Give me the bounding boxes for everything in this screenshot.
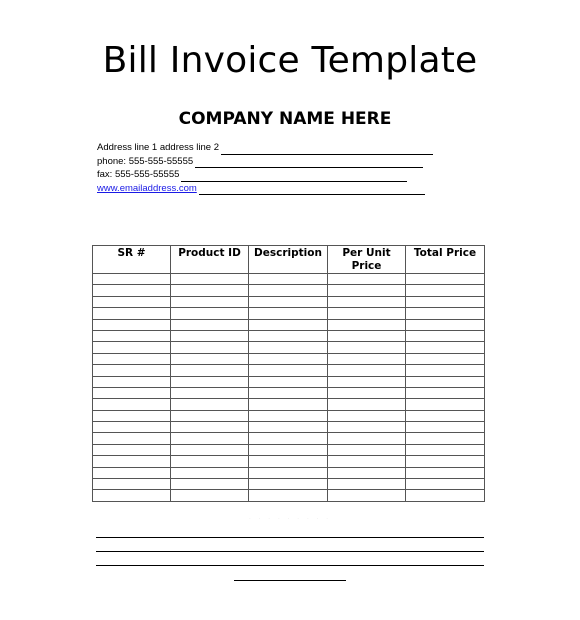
- table-row: [93, 308, 485, 319]
- table-row: [93, 444, 485, 455]
- table-cell[interactable]: [93, 422, 171, 433]
- table-cell[interactable]: [249, 387, 328, 398]
- table-row: [93, 274, 485, 285]
- address-fill-line: [221, 145, 433, 155]
- table-cell[interactable]: [249, 274, 328, 285]
- table-row: [93, 365, 485, 376]
- table-cell[interactable]: [171, 353, 249, 364]
- table-row: [93, 319, 485, 330]
- signature-line: [96, 538, 484, 552]
- table-cell[interactable]: [249, 433, 328, 444]
- column-header-description: Description: [249, 246, 328, 274]
- document-title: Bill Invoice Template: [102, 40, 478, 81]
- table-row: [93, 342, 485, 353]
- company-name: COMPANY NAME HERE: [178, 109, 392, 129]
- signature-area: [96, 516, 484, 581]
- table-cell[interactable]: [328, 285, 406, 296]
- table-cell[interactable]: [93, 387, 171, 398]
- table-row: [93, 376, 485, 387]
- table-cell[interactable]: [328, 433, 406, 444]
- table-row: [93, 330, 485, 341]
- column-header-product-id: Product ID: [171, 246, 249, 274]
- date-line: [234, 566, 346, 581]
- invoice-items-table: [92, 245, 485, 502]
- table-cell[interactable]: [406, 490, 485, 501]
- table-cell[interactable]: [406, 433, 485, 444]
- table-cell[interactable]: [249, 399, 328, 410]
- phone-fill-line: [195, 158, 423, 168]
- table-cell[interactable]: [328, 444, 406, 455]
- fax-label: fax: 555-555-55555: [97, 169, 180, 180]
- table-row: [93, 353, 485, 364]
- table-cell[interactable]: [93, 376, 171, 387]
- table-cell[interactable]: [249, 330, 328, 341]
- table-cell[interactable]: [93, 274, 171, 285]
- table-cell[interactable]: [171, 342, 249, 353]
- faint-footer-mark: · · · · · · · · ·: [248, 516, 332, 522]
- table-cell[interactable]: [406, 285, 485, 296]
- table-cell[interactable]: [328, 365, 406, 376]
- table-cell[interactable]: [93, 319, 171, 330]
- table-cell[interactable]: [328, 330, 406, 341]
- table-row: [93, 410, 485, 421]
- table-cell[interactable]: [171, 399, 249, 410]
- table-row: [93, 456, 485, 467]
- table-cell[interactable]: [171, 330, 249, 341]
- phone-row: [97, 155, 433, 169]
- email-link[interactable]: www.emailaddress.com: [97, 182, 197, 194]
- table-cell[interactable]: [328, 422, 406, 433]
- table-cell[interactable]: [93, 490, 171, 501]
- fax-fill-line: [181, 172, 407, 182]
- table-cell[interactable]: [249, 444, 328, 455]
- table-cell[interactable]: [171, 490, 249, 501]
- table-cell[interactable]: [328, 296, 406, 307]
- table-cell[interactable]: [406, 479, 485, 490]
- address-label: Address line 1 address line 2: [97, 142, 219, 153]
- table-cell[interactable]: [249, 456, 328, 467]
- table-row: [93, 433, 485, 444]
- table-row: [93, 479, 485, 490]
- table-cell[interactable]: [249, 490, 328, 501]
- table-cell[interactable]: [249, 376, 328, 387]
- table-body: [93, 274, 485, 502]
- table-cell[interactable]: [171, 444, 249, 455]
- table-cell[interactable]: [249, 342, 328, 353]
- table-cell[interactable]: [171, 296, 249, 307]
- table-cell[interactable]: [93, 330, 171, 341]
- table-cell[interactable]: [328, 376, 406, 387]
- table-cell[interactable]: [93, 365, 171, 376]
- table-header-row: [93, 246, 485, 274]
- table-cell[interactable]: [93, 399, 171, 410]
- table-cell[interactable]: [249, 467, 328, 478]
- table-cell[interactable]: [249, 410, 328, 421]
- table-cell[interactable]: [93, 342, 171, 353]
- table-cell[interactable]: [328, 479, 406, 490]
- table-cell[interactable]: [249, 479, 328, 490]
- table-row: [93, 296, 485, 307]
- table-cell[interactable]: [249, 308, 328, 319]
- table-cell[interactable]: [93, 467, 171, 478]
- contact-block: [97, 141, 433, 195]
- email-row: [97, 182, 433, 196]
- table-cell[interactable]: [171, 319, 249, 330]
- table-cell[interactable]: [93, 308, 171, 319]
- table-cell[interactable]: [328, 399, 406, 410]
- table-cell[interactable]: [171, 387, 249, 398]
- table-cell[interactable]: [406, 353, 485, 364]
- phone-label: phone: 555-555-55555: [97, 155, 194, 167]
- table-cell[interactable]: [249, 365, 328, 376]
- table-cell[interactable]: [328, 308, 406, 319]
- table-row: [93, 422, 485, 433]
- table-cell[interactable]: [406, 399, 485, 410]
- table-cell[interactable]: [171, 365, 249, 376]
- table-cell[interactable]: [328, 353, 406, 364]
- table-cell[interactable]: [328, 319, 406, 330]
- signature-line: [96, 524, 484, 538]
- table-cell[interactable]: [328, 410, 406, 421]
- column-header-total-price: Total Price: [406, 246, 485, 274]
- table-cell[interactable]: [93, 296, 171, 307]
- table-cell[interactable]: [249, 285, 328, 296]
- table-cell[interactable]: [406, 274, 485, 285]
- address-row: [97, 141, 433, 155]
- table-cell[interactable]: [406, 342, 485, 353]
- table-row: [93, 467, 485, 478]
- table-row: [93, 285, 485, 296]
- email-fill-line: [199, 185, 425, 195]
- table-cell[interactable]: [406, 456, 485, 467]
- table-cell[interactable]: [171, 467, 249, 478]
- table-cell[interactable]: [328, 456, 406, 467]
- signature-line: [96, 552, 484, 566]
- column-header-per-unit-price: Per Unit Price: [328, 246, 406, 274]
- table-cell[interactable]: [171, 422, 249, 433]
- table-cell[interactable]: [249, 353, 328, 364]
- table-row: [93, 490, 485, 501]
- table-cell[interactable]: [406, 467, 485, 478]
- table-cell[interactable]: [171, 376, 249, 387]
- table-row: [93, 399, 485, 410]
- table-cell[interactable]: [328, 490, 406, 501]
- table-cell[interactable]: [171, 433, 249, 444]
- table-cell[interactable]: [249, 422, 328, 433]
- table-cell[interactable]: [406, 387, 485, 398]
- table-cell[interactable]: [249, 296, 328, 307]
- table-cell[interactable]: [328, 274, 406, 285]
- table-cell[interactable]: [171, 308, 249, 319]
- table-cell[interactable]: [249, 319, 328, 330]
- table-cell[interactable]: [406, 365, 485, 376]
- table-cell[interactable]: [406, 410, 485, 421]
- table-cell[interactable]: [171, 479, 249, 490]
- table-cell[interactable]: [93, 353, 171, 364]
- table-cell[interactable]: [171, 456, 249, 467]
- table-cell[interactable]: [93, 444, 171, 455]
- table-cell[interactable]: [171, 285, 249, 296]
- table-cell[interactable]: [93, 433, 171, 444]
- column-header-sr: SR #: [93, 246, 171, 274]
- table-cell[interactable]: [328, 387, 406, 398]
- table-cell[interactable]: [406, 444, 485, 455]
- table-cell[interactable]: [406, 308, 485, 319]
- table-cell[interactable]: [406, 422, 485, 433]
- table-cell[interactable]: [406, 330, 485, 341]
- table-cell[interactable]: [93, 285, 171, 296]
- table-row: [93, 387, 485, 398]
- table-cell[interactable]: [93, 410, 171, 421]
- table-cell[interactable]: [406, 296, 485, 307]
- table-cell[interactable]: [171, 274, 249, 285]
- table-cell[interactable]: [93, 456, 171, 467]
- table-cell[interactable]: [406, 376, 485, 387]
- fax-row: [97, 168, 433, 182]
- table-cell[interactable]: [328, 342, 406, 353]
- table-cell[interactable]: [406, 319, 485, 330]
- table-cell[interactable]: [93, 479, 171, 490]
- table-cell[interactable]: [328, 467, 406, 478]
- table-cell[interactable]: [171, 410, 249, 421]
